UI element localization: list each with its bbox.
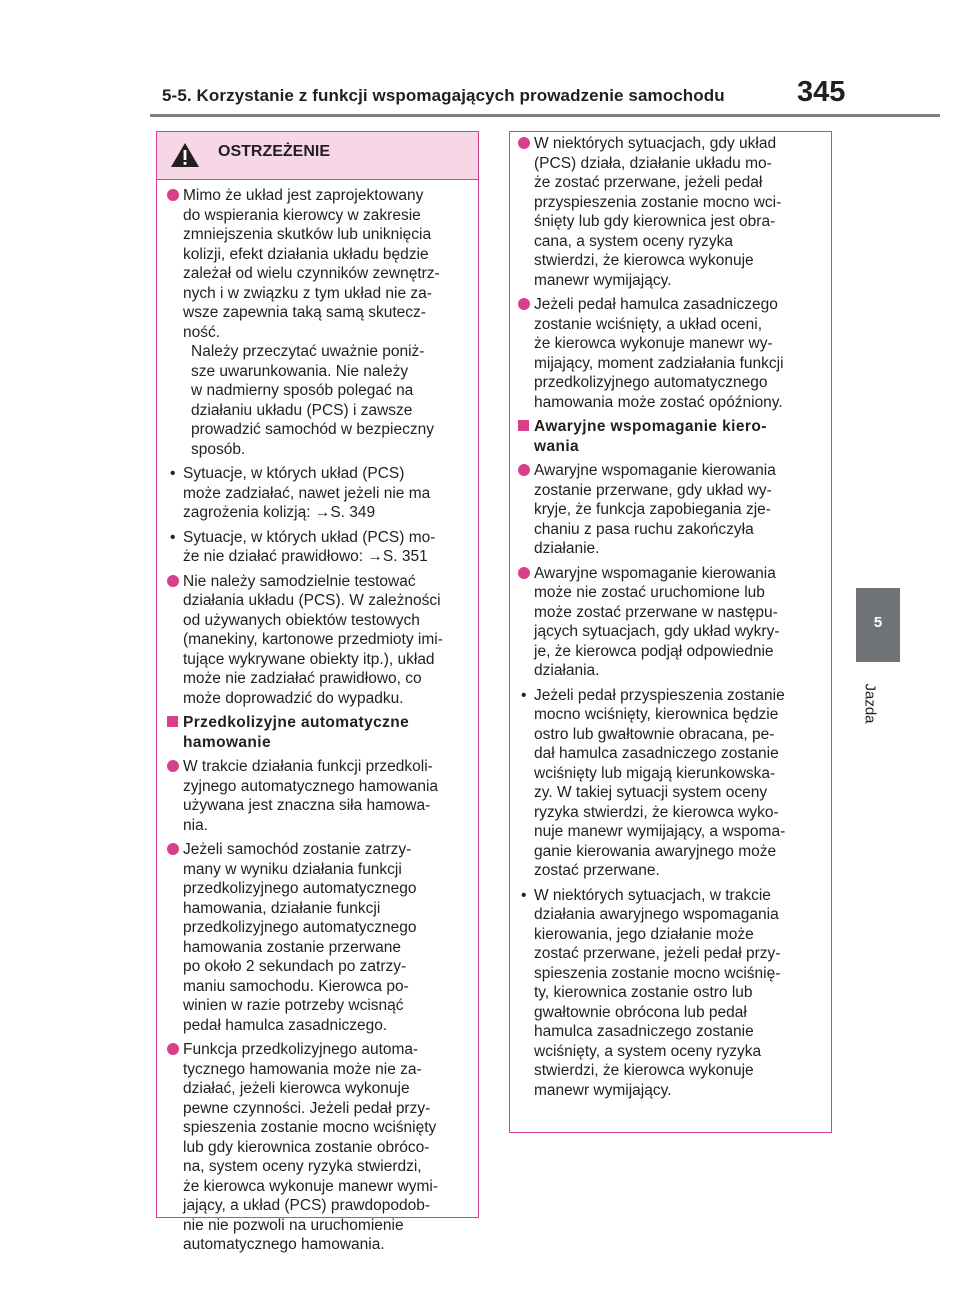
chapter-label: Jazda bbox=[861, 683, 879, 724]
item-text: Awaryjne wspomaganie kiero- wania bbox=[534, 418, 767, 455]
item-text: W niektórych sytuacjach, gdy układ (PCS) działa, działanie układu mo- że zostać przerwane, jeżeli pedał przyspieszenia zostanie mocno wci- śnięty lub gdy kierownica jest obra- cana, a system oceny ryzyka stwierdzi, że kierowca wykonuje manewr wymijający. bbox=[534, 135, 782, 289]
chapter-number: 5 bbox=[873, 614, 883, 631]
item-text: Jeżeli pedał przyspieszenia zostanie mocno wciśnięty, kierownica będzie ostro lub gwałtownie obracana, pe- dał hamulca zasadniczego zostanie wciśnięty lub migają kierunkowska- zy. W takiej sytuacji system oceny ryzyka stwierdzi, że kierowca wyko- nuje manewr wymijający, a wspoma- ganie kierowania awaryjnego może zostać przerwane. bbox=[534, 686, 786, 879]
chapter-label-container bbox=[861, 677, 888, 737]
item-text: Awaryjne wspomaganie kierowania może nie zostać uruchomione lub może zostać przerwane w następu- jących sytuacjach, gdy układ wykry- je, że kierowca podjął odpowiednie działania. bbox=[534, 564, 780, 679]
list-item bbox=[167, 528, 470, 567]
item-text: Sytuacje, w których układ (PCS) mo- że nie działać prawidłowo: →S. 351 bbox=[183, 528, 436, 565]
list-item bbox=[167, 757, 470, 835]
warning-title: OSTRZEŻENIE bbox=[218, 143, 331, 160]
item-text: Przedkolizyjne automatyczne hamowanie bbox=[183, 714, 410, 751]
item-text: W niektórych sytuacjach, w trakcie działania awaryjnego wspomagania kierowania, jego działanie może zostać przerwane, jeżeli pedał przy- spieszenia zostanie mocno wciśnię- ty, kierownica zostanie ostro lub gwałtownie obrócona lub pedał hamulca zasadniczego zostanie wciśnięty, a system oceny ryzyka stwierdzi, że kierowca wykonuje manewr wymijający. bbox=[534, 886, 781, 1099]
warning-box bbox=[156, 131, 479, 1253]
section-title: 5-5. Korzystanie z funkcji wspomagających prowadzenie samochodu bbox=[162, 86, 725, 105]
warning-header bbox=[157, 132, 478, 180]
item-subtext: Należy przeczytać uważnie poniż- sze uwarunkowania. Nie należy w nadmierny sposób polegać na działaniu układu (PCS) i zawsze prowadzić samochód w bezpieczny sposób. bbox=[191, 343, 434, 458]
list-item bbox=[167, 840, 470, 1035]
list-item bbox=[518, 686, 824, 881]
header-divider bbox=[150, 114, 940, 117]
list-item bbox=[518, 564, 824, 681]
list-item bbox=[518, 134, 824, 290]
info-box bbox=[509, 131, 832, 1133]
item-text: Nie należy samodzielnie testować działania układu (PCS). W zależności od używanych obiektów testowych (manekiny, kartonowe przedmioty imi- tujące wykrywane obiekty itp.), układ może nie zadziałać prawidłowo, co może doprowadzić do wypadku. bbox=[183, 572, 443, 707]
list-item bbox=[518, 886, 824, 1101]
item-text: Awaryjne wspomaganie kierowania zostanie przerwane, gdy układ wy- kryje, że funkcja zapobiegania zje- chaniu z pasa ruchu zakończyła działanie. bbox=[534, 462, 776, 557]
item-text: Funkcja przedkolizyjnego automa- tycznego hamowania może nie za- działać, jeżeli kierowca wykonuje pewne czynności. Jeżeli pedał przy- spieszenia zostanie mocno wciśnięty lub gdy kierownica zostanie obróco- na, system oceny ryzyka stwierdzi, że kierowca wykonuje manewr wymi- jający, a układ (PCS) prawdopodob- nie nie pozwoli na uruchomienie automatycznego hamowania. bbox=[183, 1041, 438, 1253]
list-item bbox=[518, 295, 824, 412]
subheading bbox=[518, 417, 824, 456]
subheading bbox=[167, 713, 470, 752]
item-text: Jeżeli samochód zostanie zatrzy- many w wyniku działania funkcji przedkolizyjnego automatycznego hamowania, działanie funkcji przedkolizyjnego automatycznego hamowania zostanie przerwane po około 2 sekundach po zatrzy- maniu samochodu. Kierowca po- winien w razie potrzeby wcisnąć pedał hamulca zasadniczego. bbox=[183, 841, 417, 1034]
list-item bbox=[167, 1040, 470, 1255]
warning-content bbox=[167, 186, 470, 1260]
chapter-tab bbox=[856, 588, 900, 662]
warning-triangle-icon bbox=[170, 142, 200, 168]
item-text: Sytuacje, w których układ (PCS) może zadziałać, nawet jeżeli nie ma zagrożenia kolizją: →S. 349 bbox=[183, 465, 431, 521]
list-item bbox=[167, 572, 470, 709]
info-content bbox=[518, 134, 824, 1105]
page-number: 345 bbox=[797, 76, 846, 108]
list-item bbox=[167, 186, 470, 459]
item-text: Mimo że układ jest zaprojektowany do wspierania kierowcy w zakresie zmniejszenia skutków lub uniknięcia kolizji, efekt działania układu będzie zależał od wielu czynników zewnętrz- nych i w związku z tym układ nie za- wsze zapewnia taką samą skutecz- ność. bbox=[183, 187, 440, 341]
item-text: W trakcie działania funkcji przedkoli- zyjnego automatycznego hamowania używana jest znaczna siła hamowa- nia. bbox=[183, 758, 439, 834]
list-item bbox=[518, 461, 824, 559]
item-text: Jeżeli pedał hamulca zasadniczego zostanie wciśnięty, a układ oceni, że kierowca wykonuje manewr wy- mijający, moment zadziałania funkcji przedkolizyjnego automatycznego hamowania może zostać opóźniony. bbox=[534, 296, 784, 411]
list-item bbox=[167, 464, 470, 523]
